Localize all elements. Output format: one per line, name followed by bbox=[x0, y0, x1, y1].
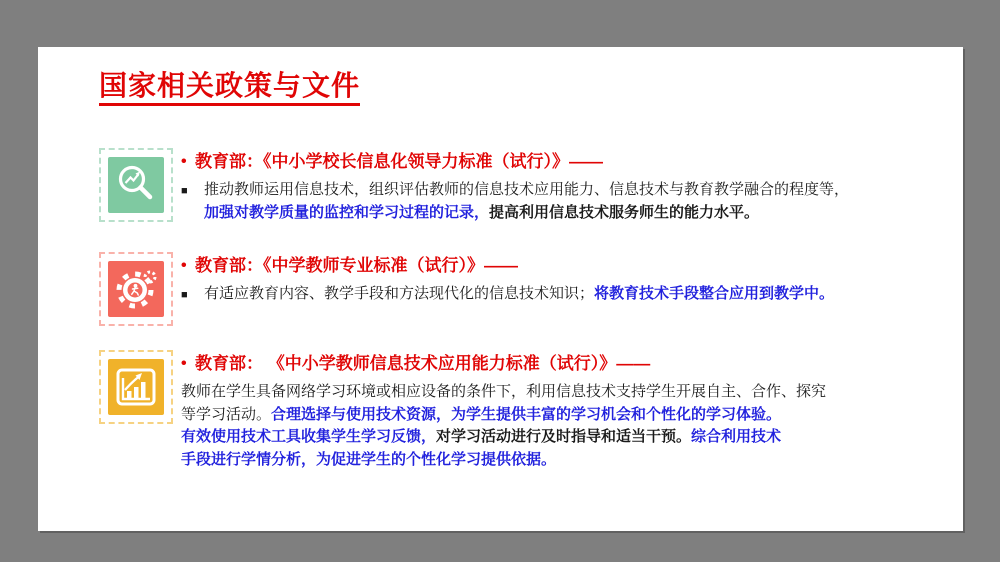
dashed-frame bbox=[99, 252, 173, 326]
section-body bbox=[181, 381, 931, 471]
square-marker: ■ bbox=[181, 289, 188, 301]
section-body bbox=[204, 283, 931, 306]
section-heading: 教育部：《中小学校长信息化领导力标准（试行）》—— bbox=[195, 152, 603, 171]
body-text-line: 手段进行学情分析，为促进学生的个性化学习提供依据。 bbox=[181, 450, 557, 468]
bullet-dot: • bbox=[181, 355, 187, 372]
gear-runner-icon bbox=[108, 261, 164, 317]
bar-chart-growth-icon bbox=[108, 359, 164, 415]
section-teacher-standard bbox=[99, 252, 931, 326]
body-text-line: 有效使用技术工具收集学生学习反馈，对学习活动进行及时指导和适当干预。综合利用技术 bbox=[181, 428, 782, 445]
section-content bbox=[181, 252, 931, 307]
slide bbox=[38, 47, 963, 531]
section-content bbox=[181, 148, 931, 224]
dashed-frame bbox=[99, 350, 173, 424]
dashed-frame bbox=[99, 148, 173, 222]
body-text-line: 有适应教育内容、教学手段和方法现代化的信息技术知识；将教育技术手段整合应用到教学中。 bbox=[204, 285, 835, 302]
section-body bbox=[204, 179, 931, 224]
body-text-line: 等学习活动。合理选择与使用技术资源，为学生提供丰富的学习机会和个性化的学习体验。 bbox=[181, 405, 782, 423]
body-text-line: 推动教师运用信息技术，组织评估教师的信息技术应用能力、信息技术与教育教学融合的程度等， bbox=[204, 181, 850, 198]
bullet-dot: • bbox=[181, 257, 187, 274]
bullet-dot: • bbox=[181, 153, 187, 170]
body-text-line: 加强对教学质量的监控和学习过程的记录，提高利用信息技术服务师生的能力水平。 bbox=[204, 203, 760, 221]
section-heading: 教育部：《中学教师专业标准（试行）》—— bbox=[195, 256, 518, 275]
section-it-ability-standard bbox=[99, 350, 931, 471]
magnifier-trend-icon bbox=[108, 157, 164, 213]
section-principal-standard bbox=[99, 148, 931, 224]
section-heading: 教育部： 《中小学教师信息技术应用能力标准（试行）》—— bbox=[195, 354, 651, 373]
section-content bbox=[181, 350, 931, 471]
square-marker: ■ bbox=[181, 185, 188, 197]
body-text-line: 教师在学生具备网络学习环境或相应设备的条件下，利用信息技术支持学生开展自主、合作、探究 bbox=[181, 383, 827, 400]
page-title: 国家相关政策与文件 bbox=[99, 71, 360, 106]
